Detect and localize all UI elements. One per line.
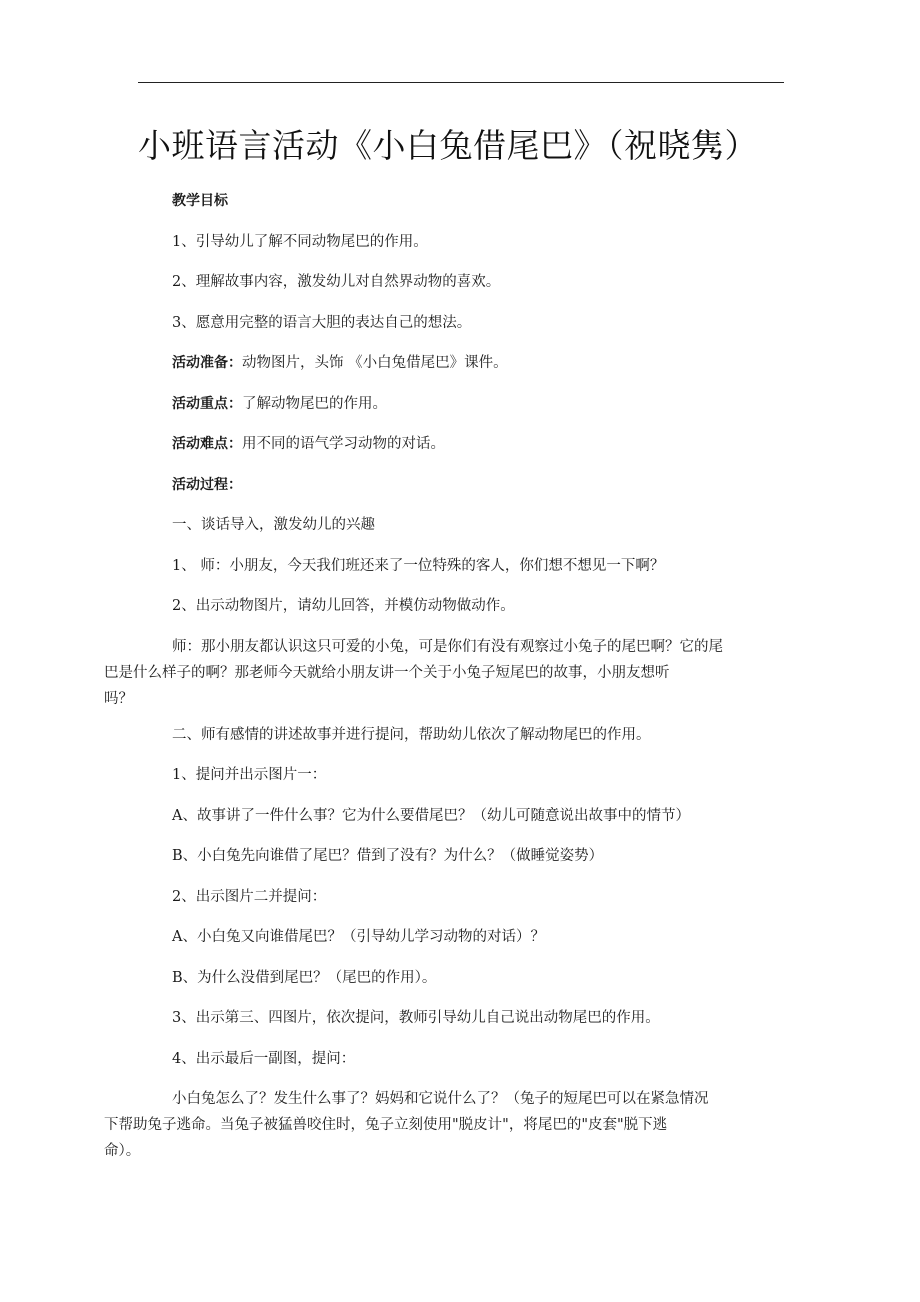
step-2-2-b: B、为什么没借到尾巴？（尾巴的作用）。 bbox=[172, 969, 437, 986]
difficulty-label: 活动难点： bbox=[172, 436, 242, 452]
step-1: 一、谈话导入，激发幼儿的兴趣 bbox=[172, 517, 375, 533]
header-rule bbox=[138, 82, 784, 83]
step-2-2-a: A、小白兔又向谁借尾巴？（引导幼儿学习动物的对话）？ bbox=[172, 929, 545, 945]
activity-focus bbox=[138, 391, 784, 417]
goals-heading: 教学目标 bbox=[172, 193, 228, 209]
step-1-1: 1、 师：小朋友，今天我们班还来了一位特殊的客人，你们想不想见一下啊？ bbox=[172, 557, 665, 574]
preparation-text: 动物图片，头饰 《小白兔借尾巴》课件。 bbox=[242, 355, 508, 371]
step-2-4: 4、出示最后一副图，提问： bbox=[172, 1050, 356, 1067]
step-2-2: 2、出示图片二并提问： bbox=[172, 888, 327, 905]
step-2-3: 3、出示第三、四图片，依次提问，教师引导幼儿自己说出动物尾巴的作用。 bbox=[172, 1010, 660, 1026]
document-title: 小班语言活动《小白兔借尾巴》（祝晓隽） bbox=[138, 126, 758, 165]
difficulty-text: 用不同的语气学习动物的对话。 bbox=[242, 436, 445, 452]
step-2-1-b: B、小白兔先向谁借了尾巴？借到了没有？为什么？（做睡觉姿势） bbox=[172, 848, 604, 864]
process-heading: 活动过程： bbox=[172, 476, 242, 493]
focus-text: 了解动物尾巴的作用。 bbox=[242, 395, 387, 412]
goal-item-2: 2、理解故事内容，激发幼儿对自然界动物的喜欢。 bbox=[172, 274, 501, 290]
activity-preparation bbox=[138, 350, 784, 376]
step-2-1: 1、提问并出示图片一： bbox=[172, 767, 327, 783]
focus-label: 活动重点： bbox=[172, 395, 242, 412]
activity-difficulty bbox=[138, 431, 784, 457]
preparation-label: 活动准备： bbox=[172, 355, 242, 371]
final-paragraph: 小白兔怎么了？发生什么事了？妈妈和它说什么了？（兔子的短尾巴可以在紧急情况 下帮助兔子逃命。当兔子被猛兽咬住时，兔子立刻使用"脱皮计"，将尾巴的"皮套"脱下逃 命）。 bbox=[104, 1091, 709, 1159]
teacher-paragraph: 师：那小朋友都认识这只可爱的小兔，可是你们有没有观察过小兔子的尾巴啊？它的尾 巴是什么样子的啊？那老师今天就给小朋友讲一个关于小兔子短尾巴的故事，小朋友想听 吗？ bbox=[104, 638, 723, 707]
goal-item-1: 1、引导幼儿了解不同动物尾巴的作用。 bbox=[172, 233, 428, 250]
step-1-2: 2、出示动物图片，请幼儿回答，并模仿动物做动作。 bbox=[172, 598, 515, 614]
goal-item-3: 3、愿意用完整的语言大胆的表达自己的想法。 bbox=[172, 314, 472, 331]
document-body bbox=[104, 188, 784, 1174]
step-2: 二、师有感情的讲述故事并进行提问，帮助幼儿依次了解动物尾巴的作用。 bbox=[172, 726, 651, 743]
step-2-1-a: A、故事讲了一件什么事？它为什么要借尾巴？（幼儿可随意说出故事中的情节） bbox=[172, 807, 690, 824]
